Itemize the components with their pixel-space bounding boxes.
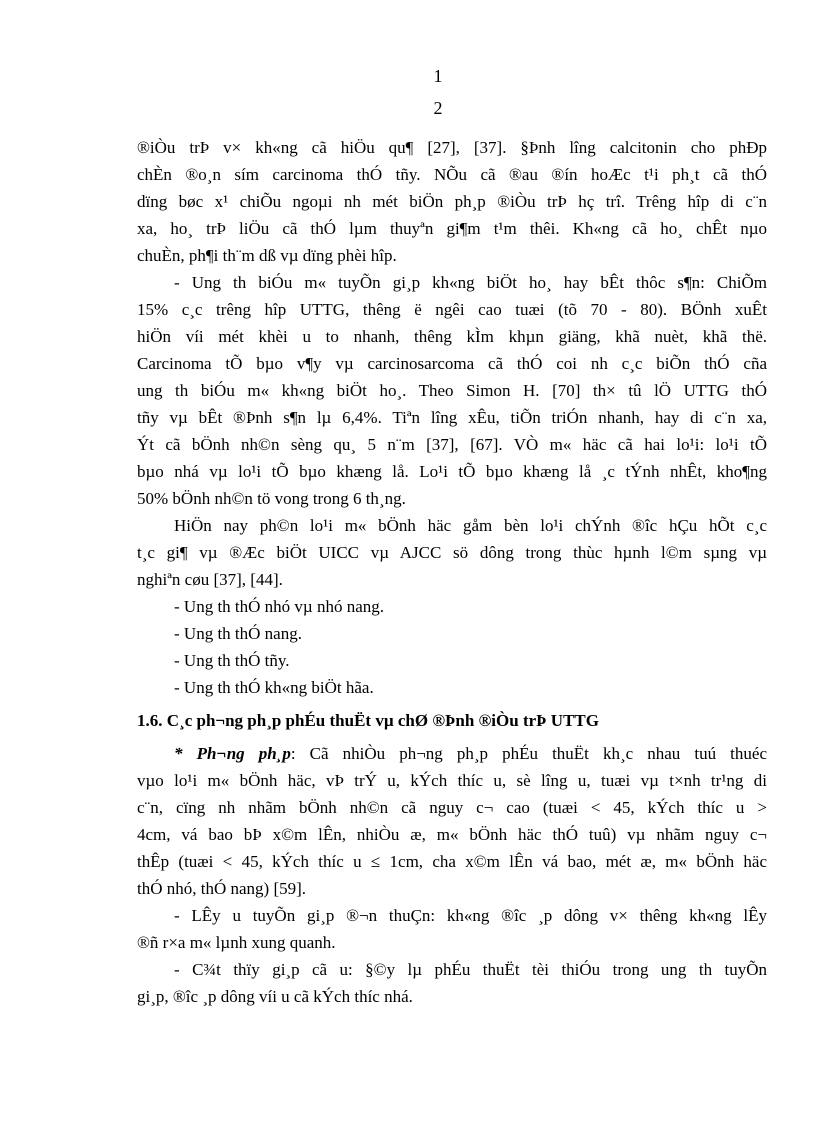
body-text-line: ®ñ r×a m« lµnh xung quanh. [137, 933, 336, 952]
body-text-line [137, 740, 767, 767]
body-text-line: - Ung th thÓ kh«ng biÖt hãa. [174, 678, 374, 697]
methods-text: : Cã nhiÒu ph¬ng ph¸p phÉu thuËt kh¸c nhau tuú thuéc [290, 744, 767, 763]
body-text-line: - Ung th biÓu m« tuyÕn gi¸p kh«ng biÖt ho¸ hay bÊt thôc s¶n: ChiÕm [174, 273, 767, 292]
body-text-line: dïng bøc x¹ chiÕu ngoµi nh mét biÖn ph¸p ®iÒu trÞ hç trî. Trêng hîp di c¨n [137, 192, 767, 211]
body-text-line: chÈn ®o¸n sím carcinoma thÓ tñy. NÕu cã ®au ®ín hoÆc t¹i ph¸t cã thÓ [137, 165, 767, 184]
body-text-line: chuÈn, ph¶i th¨m dß vµ dïng phèi hîp. [137, 246, 397, 265]
body-text-line: 50% bÖnh nh©n tö vong trong 6 th¸ng. [137, 489, 406, 508]
body-text-line: ®iÒu trÞ v× kh«ng cã hiÖu qu¶ [27], [37]. §Þnh lîng calcitonin cho phÐp [137, 138, 767, 157]
body-text-line: thÓ nhó, thÓ nang) [59]. [137, 879, 307, 898]
body-text-line: hiÖn víi mét khèi u to nhanh, thêng kÌm khµn giäng, khã nuèt, khã thë. [137, 327, 767, 346]
page-number: 2 [433, 98, 443, 118]
body-text-line: - Ung th thÓ nhó vµ nhó nang. [174, 597, 385, 616]
body-text-line: xa, ho¸ trÞ liÖu cã thÓ lµm thuyªn gi¶m t¹m thêi. Kh«ng cã ho¸ chÊt nµo [137, 219, 767, 238]
body-text-line: nghiªn cøu [37], [44]. [137, 570, 283, 589]
body-text-line: HiÖn nay ph©n lo¹i m« bÖnh häc gåm bèn lo¹i chÝnh ®îc hÇu hÕt c¸c [174, 516, 767, 535]
body-text-line: - C¾t thïy gi¸p cã u: §©y lµ phÉu thuËt tèi thiÓu trong ung th tuyÕn [174, 960, 767, 979]
body-text-line: ung th biÓu m« kh«ng biÖt ho¸. Theo Simon H. [70] th× tû lÖ UTTG thÓ [137, 381, 767, 400]
body-text-line: tñy vµ bÊt ®Þnh s¶n lµ 6,4%. Tiªn lîng xÊu, tiÕn triÓn nhanh, hay di c¨n xa, [137, 408, 767, 427]
body-text-line: 4cm, vá bao bÞ x©m lÊn, nhiÒu æ, m« bÖnh häc thÓ tuû) vµ nhãm nguy c¬ [137, 825, 767, 844]
body-text-line: Carcinoma tÕ bµo v¶y vµ carcinosarcoma cã thÓ coi nh c¸c biÕn thÓ cña [137, 354, 767, 373]
body-text-line: - Ung th thÓ tñy. [174, 651, 290, 670]
body-text-line: bµo nhá vµ lo¹i tÕ bµo khæng lå. Lo¹i tÕ bµo khæng lå ¸c tÝnh nhÊt, kho¶ng [137, 462, 767, 481]
document-body [137, 134, 767, 1010]
page-number: 1 [433, 66, 443, 86]
body-text-line: gi¸p, ®îc ¸p dông víi u cã kÝch thíc nhá. [137, 987, 413, 1006]
body-text-line: 15% c¸c trêng hîp UTTG, thêng ë ngêi cao tuæi (tõ 70 - 80). BÖnh xuÊt [137, 300, 767, 319]
section-heading: 1.6. C¸c ph¬ng ph¸p phÉu thuËt vµ chØ ®Þnh ®iÒu trÞ UTTG [137, 711, 599, 730]
body-text-block [137, 767, 767, 1010]
body-text-line: Ýt cã bÖnh nh©n sèng qu¸ 5 n¨m [37], [67]. VÒ m« häc cã hai lo¹i: lo¹i tÕ [137, 435, 767, 454]
body-text-block [137, 134, 767, 701]
body-text-line: thÊp (tuæi < 45, kÝch thíc u ≤ 1cm, cha x©m lÊn vá bao, mét æ, m« bÖnh häc [137, 852, 767, 871]
body-text-line: vµo lo¹i m« bÖnh häc, vÞ trÝ u, kÝch thíc u, sè lîng u, tuæi vµ t×nh tr¹ng di [137, 771, 767, 790]
body-text-line: c¨n, cïng nh nhãm bÖnh nh©n cã nguy c¬ cao (tuæi < 45, kÝch thíc u > [137, 798, 767, 817]
body-text-line: t¸c gi¶ vµ ®Æc biÖt UICC vµ AJCC sö dông trong thùc hµnh l©m sµng vµ [137, 543, 767, 562]
body-text-line: - Ung th thÓ nang. [174, 624, 302, 643]
body-text-line: - LÊy u tuyÕn gi¸p ®¬n thuÇn: kh«ng ®îc ¸p dông v× thêng kh«ng lÊy [174, 906, 767, 925]
methods-label: * Ph¬ng ph¸p [174, 744, 291, 763]
